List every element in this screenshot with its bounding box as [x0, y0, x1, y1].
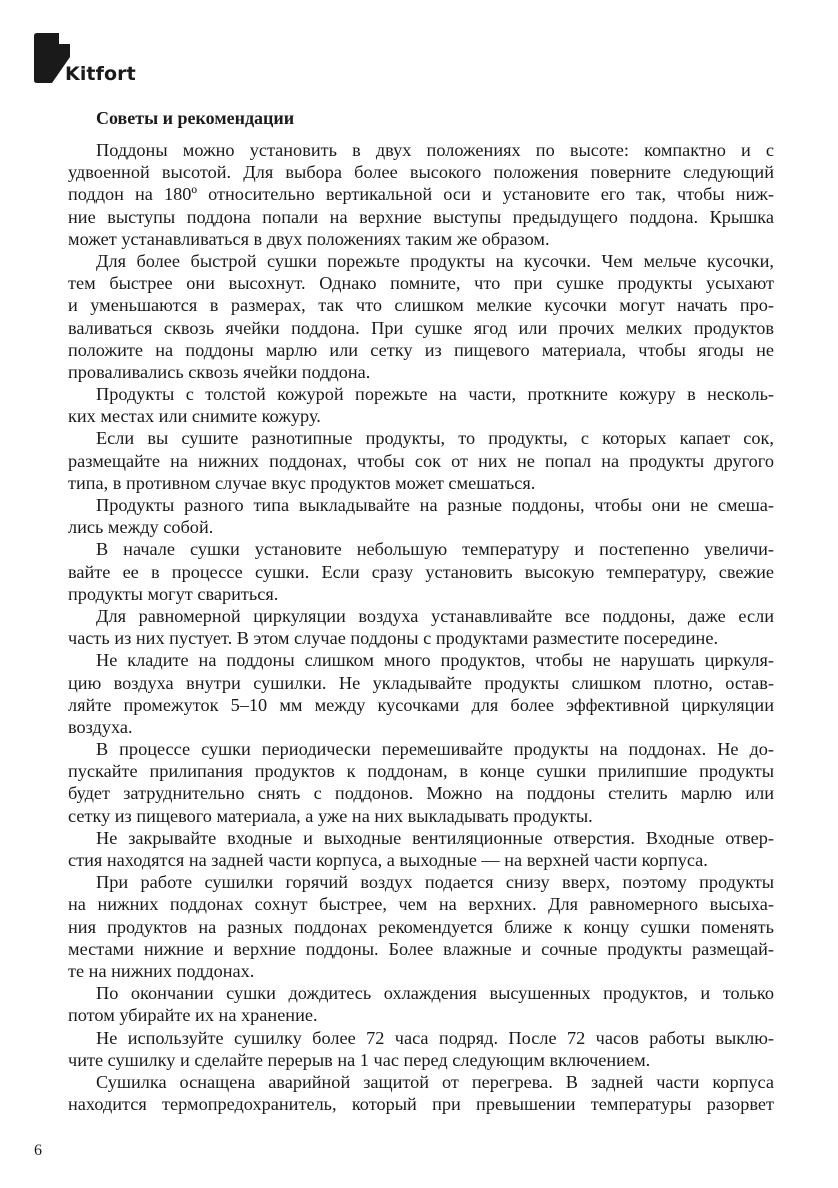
paragraph: [68, 427, 774, 494]
paragraph: [68, 250, 774, 383]
paragraph-line: Продукты разного типа выкладывайте на разные поддоны, чтобы они не смеша-: [96, 495, 774, 515]
paragraph-line: Если вы сушите разнотипные продукты, то продукты, с которых капает сок,: [96, 428, 774, 449]
paragraph-line: ния продуктов на разных поддонах рекомендуется ближе к концу сушки поменять: [68, 916, 774, 937]
paragraph: [68, 139, 774, 250]
paragraph-line: ких местах или снимите кожуру.: [68, 406, 321, 427]
paragraph: [68, 982, 774, 1026]
paragraph-line: типа, в противном случае вкус продуктов может смешаться.: [68, 472, 536, 493]
paragraph-line: воздуха.: [68, 716, 133, 737]
paragraph: [68, 605, 774, 649]
paragraph-line: проваливались сквозь ячейки поддона.: [68, 361, 371, 382]
paragraph-line: те на нижних поддонах.: [68, 960, 255, 981]
paragraph: [68, 1071, 774, 1115]
paragraph-line: на нижних поддонах сохнут быстрее, чем на верхних. Для равномерного высыха-: [68, 894, 774, 915]
paragraph: [68, 871, 774, 982]
paragraph-line: валиваться сквозь ячейки поддона. При сушке ягод или прочих мелких продуктов: [68, 317, 774, 338]
paragraph-line: Для равномерной циркуляции воздуха устанавливайте все поддоны, даже если: [96, 605, 774, 626]
paragraph-line: чите сушилку и сделайте перерыв на 1 час перед следующим включением.: [68, 1049, 651, 1070]
paragraph-line: тем быстрее они высохнут. Однако помните, что при сушке продукты усыхают: [68, 273, 774, 294]
paragraph: [68, 494, 774, 538]
paragraph-line: Продукты с толстой кожурой порежьте на части, проткните кожуру в несколь-: [96, 384, 774, 405]
paragraph-line: В начале сушки установите небольшую температуру и постепенно увеличи-: [96, 539, 774, 560]
paragraph-line: лись между собой.: [68, 517, 214, 538]
paragraph: [68, 649, 774, 738]
paragraph-line: находится термопредохранитель, который при превышении температуры разорвет: [68, 1094, 774, 1115]
paragraph-line: По окончании сушки дождитесь охлаждения высушенных продуктов, и только: [96, 983, 774, 1004]
paragraph: [68, 1027, 774, 1071]
paragraph-line: При работе сушилки горячий воздух подается снизу вверх, поэтому продукты: [96, 872, 774, 893]
paragraph-line: ляйте промежуток 5–10 мм между кусочками для более эффективной циркуляции: [68, 694, 774, 715]
paragraph-line: положите на поддоны марлю или сетку из пищевого материала, чтобы ягоды не: [68, 339, 774, 360]
body-text: [68, 139, 774, 1115]
paragraph-line: может устанавливаться в двух положениях таким же образом.: [68, 228, 550, 249]
paragraph-line: сетку из пищевого материала, а уже на них выкладывать продукты.: [68, 805, 593, 826]
paragraph-line: продукты могут свариться.: [68, 583, 279, 604]
paragraph-line: Сушилка оснащена аварийной защитой от перегрева. В задней части корпуса: [96, 1071, 774, 1092]
paragraph-line: Не кладите на поддоны слишком много продуктов, чтобы не нарушать циркуля-: [96, 650, 774, 671]
paragraph-line: вайте ее в процессе сушки. Если сразу установить высокую температуру, свежие: [68, 561, 774, 582]
paragraph-line: Для более быстрой сушки порежьте продукты на кусочки. Чем мельче кусочки,: [96, 250, 774, 271]
page-number: 6: [34, 1142, 42, 1159]
paragraph-line: В процессе сушки периодически перемешивайте продукты на поддонах. Не до-: [96, 739, 774, 760]
section-heading: Советы и рекомендации: [96, 108, 295, 128]
paragraph-line: Поддоны можно установить в двух положениях по высоте: компактно и с: [96, 140, 774, 160]
paragraph-line: поддон на 180º относительно вертикальной оси и установите его так, чтобы ниж-: [68, 184, 774, 205]
paragraph: [68, 383, 774, 427]
paragraph-line: Не закрывайте входные и выходные вентиляционные отверстия. Входные отвер-: [96, 827, 774, 848]
paragraph-line: местами нижние и верхние поддоны. Более влажные и сочные продукты размещай-: [68, 938, 774, 959]
paragraph: [68, 738, 774, 827]
paragraph-line: будет затруднительно снять с поддонов. Можно на поддоны стелить марлю или: [68, 783, 774, 804]
paragraph-line: стия находятся на задней части корпуса, а выходные — на верхней части корпуса.: [68, 850, 708, 870]
brand-logo: [34, 33, 144, 85]
paragraph-line: пускайте прилипания продуктов к поддонам, в конце сушки прилипшие продукты: [68, 761, 774, 782]
paragraph-line: ние выступы поддона попали на верхние выступы предыдущего поддона. Крышка: [68, 206, 774, 227]
paragraph: [68, 538, 774, 605]
paragraph-line: удвоенной высотой. Для выбора более высокого положения поверните следующий: [68, 162, 774, 183]
paragraph-line: и уменьшаются в размерах, так что слишком мелкие кусочки могут начать про-: [68, 295, 774, 316]
paragraph: [68, 827, 774, 871]
paragraph-line: часть из них пустует. В этом случае поддоны с продуктами разместите посередине.: [68, 628, 719, 649]
brand-name: Kitfort: [65, 63, 136, 85]
paragraph-line: потом убирайте их на хранение.: [68, 1005, 318, 1026]
paragraph-line: размещайте на нижних поддонах, чтобы сок от них не попал на продукты другого: [68, 450, 774, 471]
paragraph-line: цию воздуха внутри сушилки. Не укладывайте продукты слишком плотно, остав-: [68, 672, 774, 693]
paragraph-line: Не используйте сушилку более 72 часа подряд. После 72 часов работы выклю-: [96, 1027, 774, 1048]
